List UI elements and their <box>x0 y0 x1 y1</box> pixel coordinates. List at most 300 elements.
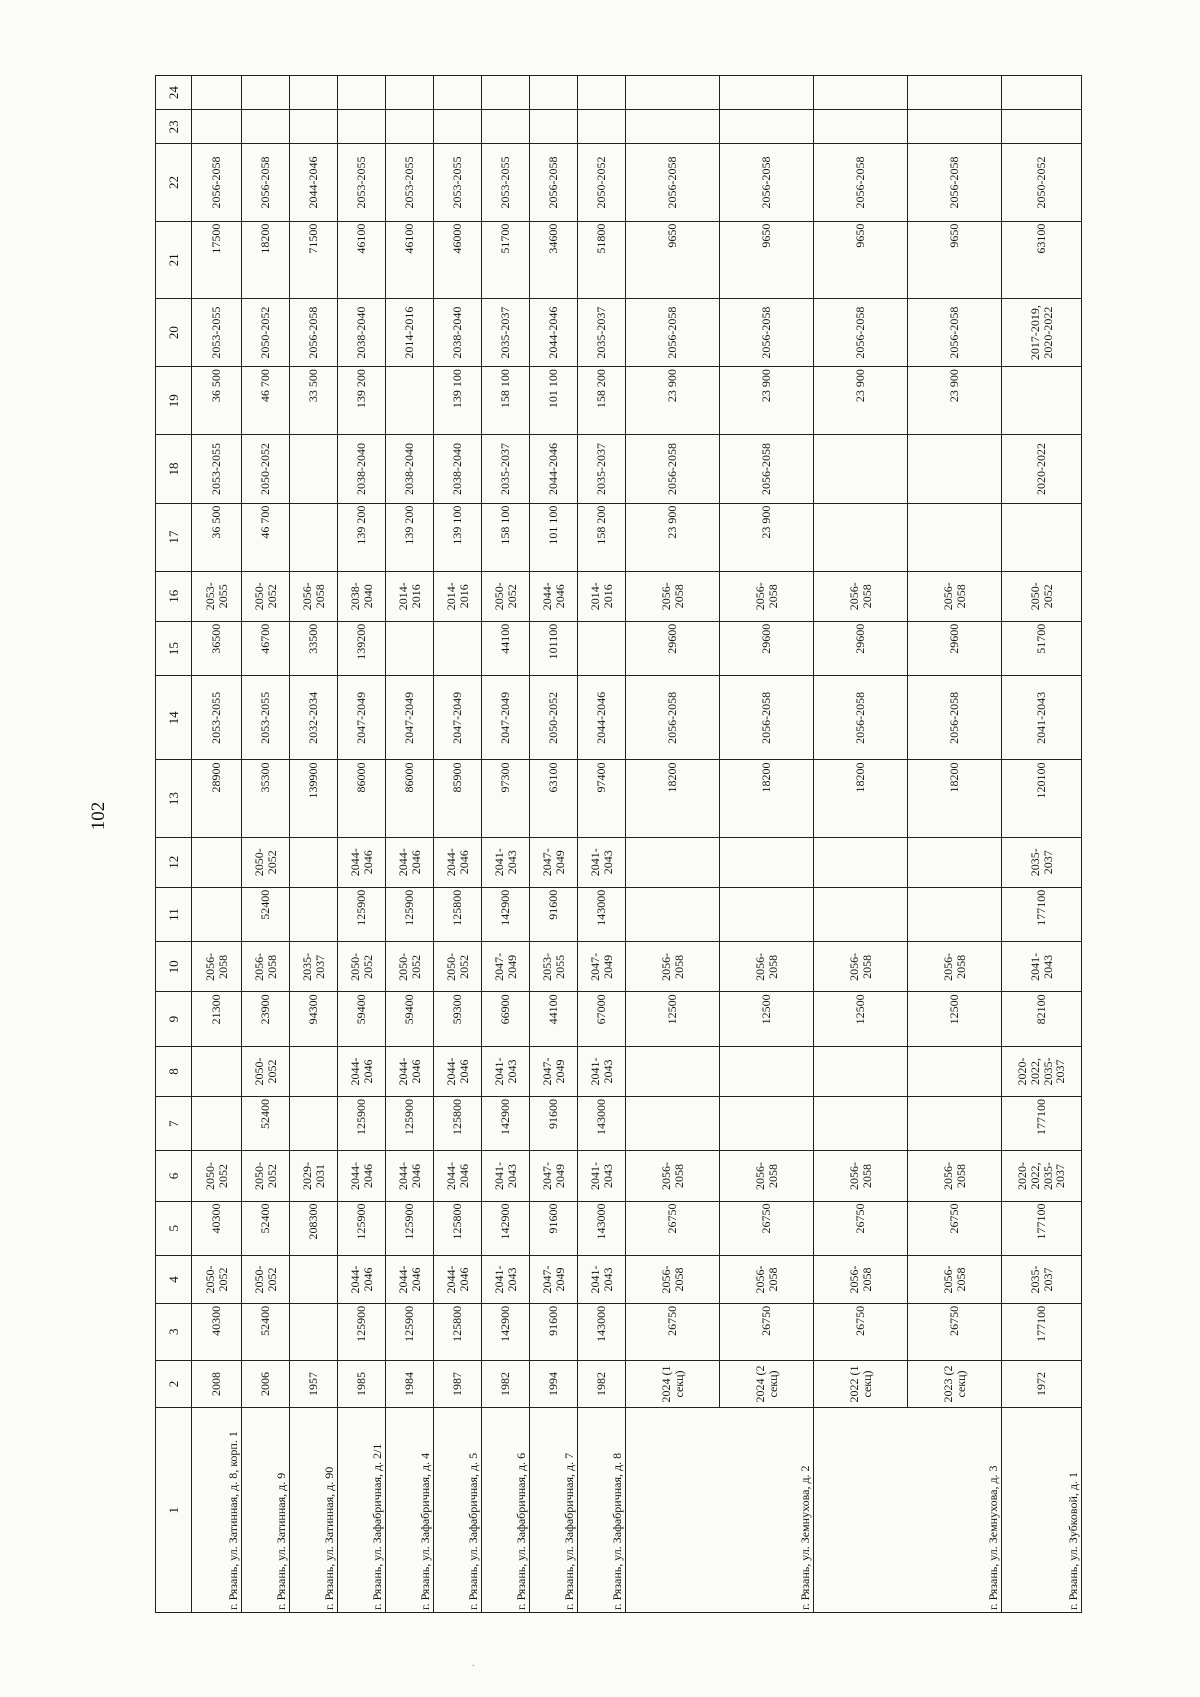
table-row <box>908 76 1002 1613</box>
value-cell: 158 200 <box>578 367 626 435</box>
address-cell: г. Рязань, ул. Земнухова, д. 2 <box>626 1408 814 1613</box>
period-cell: 2050-2052 <box>482 571 530 621</box>
header-row <box>156 76 192 1613</box>
table-row <box>626 76 720 1613</box>
period-cell: 2050-2052 <box>1002 144 1082 221</box>
period-cell: 2035-2037 <box>1002 1256 1082 1304</box>
period-cell <box>908 1046 1002 1096</box>
value-cell <box>530 76 578 110</box>
address-cell: г. Рязань, ул. Зафабричная, д. 7 <box>530 1408 578 1613</box>
period-cell: 2041-2043 <box>578 1256 626 1304</box>
period-cell: 2056-2058 <box>192 942 242 992</box>
value-cell: 97400 <box>578 760 626 837</box>
period-cell: 2056-2058 <box>720 298 814 366</box>
address-cell: г. Рязань, ул. Затинная, д. 9 <box>242 1408 290 1613</box>
column-header: 21 <box>156 221 192 298</box>
column-header: 6 <box>156 1151 192 1201</box>
value-cell: 208300 <box>290 1201 338 1256</box>
value-cell: 9650 <box>814 221 908 298</box>
value-cell <box>386 110 434 144</box>
period-cell: 2044-2046 <box>434 837 482 887</box>
year-cell: 1957 <box>290 1360 338 1408</box>
period-cell: 2035-2037 <box>482 435 530 503</box>
period-cell: 2056-2058 <box>814 571 908 621</box>
period-cell: 2038-2040 <box>338 435 386 503</box>
value-cell: 66900 <box>482 992 530 1047</box>
value-cell: 91600 <box>530 887 578 942</box>
value-cell: 139 200 <box>338 503 386 571</box>
period-cell <box>720 1046 814 1096</box>
value-cell: 40300 <box>192 1303 242 1360</box>
period-cell <box>626 837 720 887</box>
period-cell <box>814 837 908 887</box>
period-cell: 2047-2049 <box>386 676 434 760</box>
value-cell <box>814 110 908 144</box>
address-cell: г. Рязань, ул. Зафабричная, д. 4 <box>386 1408 434 1613</box>
value-cell: 97300 <box>482 760 530 837</box>
value-cell <box>386 621 434 676</box>
period-cell: 2056-2058 <box>720 144 814 221</box>
period-cell: 2050-2052 <box>530 676 578 760</box>
period-cell: 2020-2022, 2035-2037 <box>1002 1151 1082 1201</box>
period-cell: 2041-2043 <box>482 1046 530 1096</box>
column-header: 11 <box>156 887 192 942</box>
value-cell: 139200 <box>338 621 386 676</box>
period-cell: 2044-2046 <box>338 1256 386 1304</box>
column-header: 23 <box>156 110 192 144</box>
table-row <box>482 76 530 1613</box>
period-cell: 2056-2058 <box>626 676 720 760</box>
period-cell <box>192 837 242 887</box>
value-cell: 86000 <box>386 760 434 837</box>
period-cell: 2041-2043 <box>578 1151 626 1201</box>
value-cell: 51700 <box>482 221 530 298</box>
value-cell: 158 100 <box>482 503 530 571</box>
period-cell: 2056-2058 <box>814 144 908 221</box>
period-cell: 2050-2052 <box>338 942 386 992</box>
period-cell: 2047-2049 <box>530 1046 578 1096</box>
period-cell: 2044-2046 <box>290 144 338 221</box>
value-cell: 67000 <box>578 992 626 1047</box>
value-cell: 125900 <box>386 1201 434 1256</box>
period-cell: 2047-2049 <box>338 676 386 760</box>
year-cell: 1987 <box>434 1360 482 1408</box>
value-cell <box>338 76 386 110</box>
period-cell: 2050-2052 <box>242 1046 290 1096</box>
period-cell: 2047-2049 <box>530 1151 578 1201</box>
value-cell: 18200 <box>908 760 1002 837</box>
value-cell <box>720 76 814 110</box>
value-cell <box>908 887 1002 942</box>
value-cell <box>578 110 626 144</box>
value-cell: 125800 <box>434 1303 482 1360</box>
period-cell: 2050-2052 <box>386 942 434 992</box>
column-header: 24 <box>156 76 192 110</box>
value-cell: 139 200 <box>338 367 386 435</box>
value-cell: 142900 <box>482 1096 530 1151</box>
column-header: 18 <box>156 435 192 503</box>
period-cell: 2053-2055 <box>192 676 242 760</box>
value-cell: 12500 <box>908 992 1002 1047</box>
table-row <box>434 76 482 1613</box>
value-cell <box>290 1096 338 1151</box>
period-cell: 2056-2058 <box>626 571 720 621</box>
value-cell: 33500 <box>290 621 338 676</box>
address-cell: г. Рязань, ул. Зафабричная, д. 6 <box>482 1408 530 1613</box>
value-cell <box>1002 110 1082 144</box>
period-cell: 2056-2058 <box>290 298 338 366</box>
table-row <box>720 76 814 1613</box>
address-cell: г. Рязань, ул. Зубковой, д. 1 <box>1002 1408 1082 1613</box>
page-number: 102 <box>88 801 109 831</box>
value-cell <box>626 110 720 144</box>
period-cell: 2038-2040 <box>338 298 386 366</box>
period-cell: 2050-2052 <box>192 1151 242 1201</box>
period-cell: 2056-2058 <box>908 144 1002 221</box>
period-cell: 2044-2046 <box>386 1151 434 1201</box>
column-header: 1 <box>156 1408 192 1613</box>
period-cell: 2056-2058 <box>242 144 290 221</box>
year-cell: 1994 <box>530 1360 578 1408</box>
address-cell: г. Рязань, ул. Зафабричная, д. 2/1 <box>338 1408 386 1613</box>
period-cell: 2050-2052 <box>242 435 290 503</box>
value-cell: 18200 <box>242 221 290 298</box>
value-cell: 26750 <box>814 1303 908 1360</box>
value-cell <box>530 110 578 144</box>
value-cell: 12500 <box>720 992 814 1047</box>
period-cell: 2056-2058 <box>814 676 908 760</box>
value-cell: 29600 <box>908 621 1002 676</box>
value-cell: 23 900 <box>720 503 814 571</box>
period-cell: 2050-2052 <box>242 1256 290 1304</box>
period-cell: 2056-2058 <box>720 571 814 621</box>
year-cell: 2023 (2 секц) <box>908 1360 1002 1408</box>
value-cell: 120100 <box>1002 760 1082 837</box>
period-cell: 2014-2016 <box>578 571 626 621</box>
period-cell: 2041-2043 <box>1002 676 1082 760</box>
period-cell: 2056-2058 <box>720 942 814 992</box>
period-cell <box>908 435 1002 503</box>
period-cell: 2050-2052 <box>242 571 290 621</box>
period-cell: 2053-2055 <box>530 942 578 992</box>
value-cell <box>578 76 626 110</box>
column-header: 14 <box>156 676 192 760</box>
value-cell: 59400 <box>386 992 434 1047</box>
value-cell: 101100 <box>530 621 578 676</box>
period-cell: 2035-2037 <box>578 435 626 503</box>
value-cell: 18200 <box>720 760 814 837</box>
value-cell <box>290 76 338 110</box>
period-cell <box>814 1046 908 1096</box>
period-cell: 2056-2058 <box>530 144 578 221</box>
period-cell: 2038-2040 <box>338 571 386 621</box>
value-cell: 51700 <box>1002 621 1082 676</box>
table-row <box>192 76 242 1613</box>
period-cell: 2038-2040 <box>386 435 434 503</box>
value-cell: 36500 <box>192 621 242 676</box>
value-cell: 142900 <box>482 1303 530 1360</box>
table-row <box>290 76 338 1613</box>
value-cell: 29600 <box>626 621 720 676</box>
value-cell <box>814 1096 908 1151</box>
value-cell: 28900 <box>192 760 242 837</box>
period-cell: 2035-2037 <box>578 298 626 366</box>
value-cell <box>814 76 908 110</box>
value-cell <box>1002 76 1082 110</box>
value-cell: 143000 <box>578 887 626 942</box>
value-cell <box>338 110 386 144</box>
period-cell: 2050-2052 <box>578 144 626 221</box>
period-cell: 2050-2052 <box>242 298 290 366</box>
period-cell: 2056-2058 <box>192 144 242 221</box>
value-cell: 125900 <box>338 1201 386 1256</box>
column-header: 17 <box>156 503 192 571</box>
value-cell <box>242 76 290 110</box>
period-cell: 2053-2055 <box>434 144 482 221</box>
value-cell <box>908 503 1002 571</box>
data-table <box>155 75 1082 1613</box>
period-cell <box>290 1256 338 1304</box>
value-cell: 177100 <box>1002 1303 1082 1360</box>
value-cell: 139 200 <box>386 503 434 571</box>
period-cell: 2056-2058 <box>814 298 908 366</box>
period-cell: 2053-2055 <box>338 144 386 221</box>
table-frame <box>155 75 1081 1613</box>
value-cell <box>908 110 1002 144</box>
value-cell: 125900 <box>386 1096 434 1151</box>
period-cell: 2032-2034 <box>290 676 338 760</box>
value-cell: 23 900 <box>626 503 720 571</box>
table-row <box>338 76 386 1613</box>
table-row <box>1002 76 1082 1613</box>
value-cell: 142900 <box>482 887 530 942</box>
period-cell <box>192 1046 242 1096</box>
value-cell: 177100 <box>1002 1096 1082 1151</box>
value-cell: 85900 <box>434 760 482 837</box>
year-cell: 1985 <box>338 1360 386 1408</box>
year-cell: 2022 (1 секц) <box>814 1360 908 1408</box>
period-cell: 2056-2058 <box>720 435 814 503</box>
value-cell: 35300 <box>242 760 290 837</box>
value-cell: 29600 <box>720 621 814 676</box>
value-cell: 177100 <box>1002 1201 1082 1256</box>
value-cell <box>192 76 242 110</box>
value-cell <box>626 1096 720 1151</box>
value-cell: 26750 <box>720 1201 814 1256</box>
value-cell: 40300 <box>192 1201 242 1256</box>
value-cell: 101 100 <box>530 367 578 435</box>
period-cell: 2053-2055 <box>482 144 530 221</box>
value-cell <box>386 76 434 110</box>
period-cell: 2050-2052 <box>1002 571 1082 621</box>
column-header: 3 <box>156 1303 192 1360</box>
period-cell: 2044-2046 <box>338 837 386 887</box>
period-cell: 2047-2049 <box>530 1256 578 1304</box>
period-cell: 2044-2046 <box>434 1151 482 1201</box>
period-cell: 2050-2052 <box>192 1256 242 1304</box>
period-cell: 2038-2040 <box>434 435 482 503</box>
value-cell: 26750 <box>626 1303 720 1360</box>
period-cell: 2053-2055 <box>192 435 242 503</box>
value-cell: 52400 <box>242 1201 290 1256</box>
period-cell: 2056-2058 <box>908 571 1002 621</box>
column-header: 19 <box>156 367 192 435</box>
period-cell: 2041-2043 <box>482 837 530 887</box>
period-cell: 2056-2058 <box>626 1151 720 1201</box>
value-cell: 26750 <box>720 1303 814 1360</box>
address-cell: г. Рязань, ул. Земнухова, д. 3 <box>814 1408 1002 1613</box>
value-cell <box>290 887 338 942</box>
period-cell: 2014-2016 <box>434 571 482 621</box>
value-cell: 59300 <box>434 992 482 1047</box>
column-header: 8 <box>156 1046 192 1096</box>
value-cell <box>242 110 290 144</box>
column-header: 5 <box>156 1201 192 1256</box>
period-cell: 2044-2046 <box>338 1151 386 1201</box>
column-header: 4 <box>156 1256 192 1304</box>
year-cell: 1982 <box>482 1360 530 1408</box>
value-cell: 63100 <box>1002 221 1082 298</box>
value-cell <box>578 621 626 676</box>
value-cell: 44100 <box>482 621 530 676</box>
column-header: 10 <box>156 942 192 992</box>
value-cell <box>814 503 908 571</box>
value-cell: 143000 <box>578 1201 626 1256</box>
period-cell: 2056-2058 <box>720 1151 814 1201</box>
period-cell: 2056-2058 <box>814 1151 908 1201</box>
period-cell: 2041-2043 <box>578 1046 626 1096</box>
value-cell: 23 900 <box>626 367 720 435</box>
footer-mark: . <box>472 1658 475 1669</box>
period-cell: 2050-2052 <box>434 942 482 992</box>
value-cell: 158 200 <box>578 503 626 571</box>
value-cell <box>908 1096 1002 1151</box>
period-cell <box>290 837 338 887</box>
value-cell: 125900 <box>338 887 386 942</box>
period-cell: 2035-2037 <box>290 942 338 992</box>
value-cell: 143000 <box>578 1303 626 1360</box>
value-cell: 23 900 <box>814 367 908 435</box>
column-header: 12 <box>156 837 192 887</box>
column-header: 7 <box>156 1096 192 1151</box>
period-cell: 2056-2058 <box>908 298 1002 366</box>
value-cell: 177100 <box>1002 887 1082 942</box>
period-cell: 2056-2058 <box>908 1256 1002 1304</box>
period-cell: 2017-2019, 2020-2022 <box>1002 298 1082 366</box>
value-cell: 158 100 <box>482 367 530 435</box>
period-cell: 2014-2016 <box>386 571 434 621</box>
value-cell: 139900 <box>290 760 338 837</box>
value-cell <box>720 110 814 144</box>
value-cell: 143000 <box>578 1096 626 1151</box>
year-cell: 1984 <box>386 1360 434 1408</box>
period-cell: 2056-2058 <box>626 942 720 992</box>
column-header: 2 <box>156 1360 192 1408</box>
value-cell <box>1002 367 1082 435</box>
value-cell: 125800 <box>434 887 482 942</box>
value-cell: 125800 <box>434 1201 482 1256</box>
value-cell: 82100 <box>1002 992 1082 1047</box>
period-cell: 2056-2058 <box>720 1256 814 1304</box>
period-cell: 2056-2058 <box>626 1256 720 1304</box>
value-cell <box>192 1096 242 1151</box>
year-cell: 2008 <box>192 1360 242 1408</box>
value-cell: 21300 <box>192 992 242 1047</box>
value-cell: 51800 <box>578 221 626 298</box>
value-cell: 26750 <box>908 1201 1002 1256</box>
period-cell <box>290 435 338 503</box>
period-cell: 2050-2052 <box>242 1151 290 1201</box>
period-cell: 2044-2046 <box>578 676 626 760</box>
value-cell <box>482 110 530 144</box>
value-cell: 91600 <box>530 1303 578 1360</box>
period-cell: 2041-2043 <box>578 837 626 887</box>
value-cell: 46 700 <box>242 503 290 571</box>
address-cell: г. Рязань, ул. Затинная, д. 90 <box>290 1408 338 1613</box>
period-cell: 2056-2058 <box>908 676 1002 760</box>
year-cell: 2006 <box>242 1360 290 1408</box>
value-cell: 17500 <box>192 221 242 298</box>
address-cell: г. Рязань, ул. Затинная, д. 8, корп. 1 <box>192 1408 242 1613</box>
value-cell <box>720 887 814 942</box>
value-cell: 18200 <box>814 760 908 837</box>
period-cell: 2056-2058 <box>626 144 720 221</box>
period-cell: 2044-2046 <box>530 435 578 503</box>
period-cell: 2047-2049 <box>482 676 530 760</box>
period-cell: 2044-2046 <box>386 1256 434 1304</box>
value-cell: 125900 <box>386 1303 434 1360</box>
period-cell <box>720 837 814 887</box>
value-cell: 125900 <box>386 887 434 942</box>
period-cell: 2044-2046 <box>434 1256 482 1304</box>
table-row <box>814 76 908 1613</box>
value-cell: 59400 <box>338 992 386 1047</box>
value-cell <box>626 887 720 942</box>
value-cell: 23900 <box>242 992 290 1047</box>
value-cell: 63100 <box>530 760 578 837</box>
value-cell: 125900 <box>338 1303 386 1360</box>
value-cell: 46100 <box>338 221 386 298</box>
value-cell: 91600 <box>530 1096 578 1151</box>
value-cell: 139 100 <box>434 503 482 571</box>
value-cell <box>290 1303 338 1360</box>
value-cell <box>386 367 434 435</box>
value-cell: 101 100 <box>530 503 578 571</box>
period-cell: 2050-2052 <box>242 837 290 887</box>
period-cell: 2047-2049 <box>578 942 626 992</box>
period-cell: 2053-2055 <box>192 298 242 366</box>
value-cell: 9650 <box>720 221 814 298</box>
column-header: 22 <box>156 144 192 221</box>
value-cell: 12500 <box>626 992 720 1047</box>
period-cell: 2047-2049 <box>434 676 482 760</box>
column-header: 16 <box>156 571 192 621</box>
period-cell: 2053-2055 <box>192 571 242 621</box>
period-cell: 2047-2049 <box>482 942 530 992</box>
value-cell: 29600 <box>814 621 908 676</box>
value-cell: 86000 <box>338 760 386 837</box>
column-header: 9 <box>156 992 192 1047</box>
period-cell: 2053-2055 <box>242 676 290 760</box>
value-cell: 139 100 <box>434 367 482 435</box>
value-cell: 26750 <box>626 1201 720 1256</box>
value-cell: 91600 <box>530 1201 578 1256</box>
value-cell: 52400 <box>242 887 290 942</box>
period-cell: 2020-2022 <box>1002 435 1082 503</box>
period-cell: 2053-2055 <box>386 144 434 221</box>
period-cell: 2056-2058 <box>908 1151 1002 1201</box>
value-cell <box>626 76 720 110</box>
